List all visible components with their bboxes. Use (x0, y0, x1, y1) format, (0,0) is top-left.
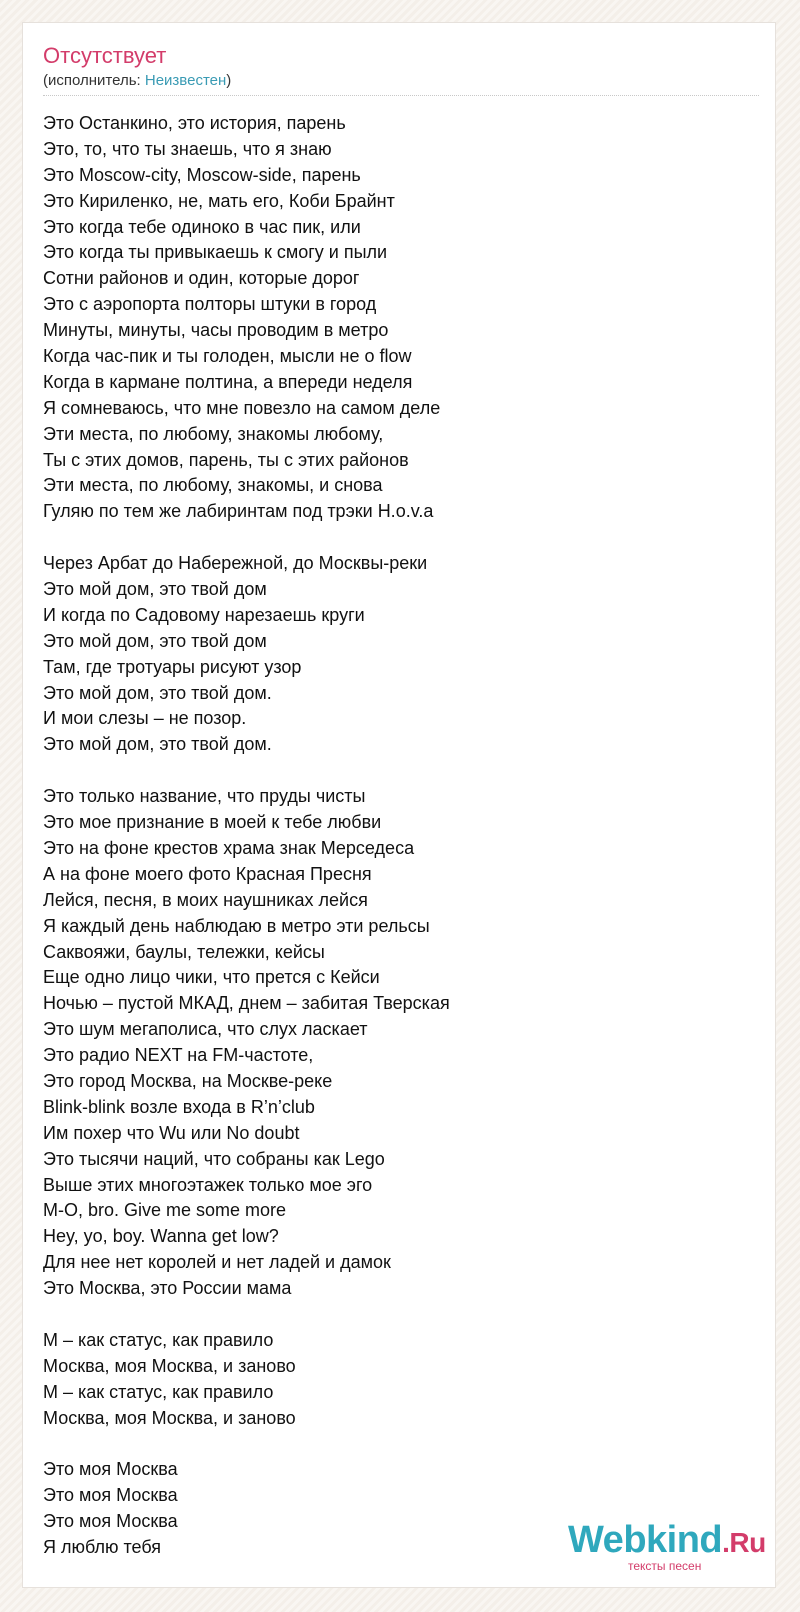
lyric-line: Это Москва, это России мама (43, 1278, 292, 1299)
lyric-line: Для нее нет королей и нет ладей и дамок (43, 1252, 391, 1273)
lyric-line: M-O, bro. Give me some more (43, 1200, 287, 1221)
lyric-line: Это на фоне крестов храма знак Мерседеса (43, 837, 415, 858)
lyric-line: Это мой дом, это твой дом. (43, 734, 272, 755)
lyric-line: Это радио NEXT на FM-частоте, (43, 1045, 314, 1066)
lyric-line: Это когда тебе одиноко в час пик, или (43, 216, 361, 237)
artist-suffix: ) (226, 72, 232, 89)
lyric-line: Это город Москва, на Москве-реке (43, 1070, 333, 1091)
logo-wordmark (568, 1518, 766, 1565)
lyric-line: Эти места, по любому, знакомы любому, (43, 423, 384, 444)
lyric-line: Я люблю тебя (43, 1536, 162, 1557)
lyric-line: Это шум мегаполиса, что слух ласкает (43, 1019, 368, 1040)
artist-link[interactable]: Неизвестен (144, 72, 227, 89)
lyric-line: М – как статус, как правило (43, 1381, 274, 1402)
lyric-line: Еще одно лицо чики, что прется с Кейси (43, 967, 380, 988)
lyric-line: А на фоне моего фото Красная Пресня (43, 863, 372, 884)
lyric-line: Им похер что Wu или No doubt (43, 1122, 300, 1143)
lyric-line: Это мой дом, это твой дом (43, 579, 267, 600)
lyric-line: Когда в кармане полтина, а впереди неделя (43, 371, 413, 392)
lyric-line: И когда по Садовому нарезаешь круги (43, 604, 365, 625)
artist-prefix: (исполнитель: (43, 72, 145, 89)
lyric-line: Это когда ты привыкаешь к смогу и пыли (43, 242, 388, 263)
lyric-line: Минуты, минуты, часы проводим в метро (43, 320, 389, 341)
lyric-line: Это Останкино, это история, парень (43, 113, 346, 133)
webkind-logo[interactable] (568, 1518, 773, 1578)
lyric-line: Лейся, песня, в моих наушниках лейся (43, 889, 368, 910)
lyric-line: Это моя Москва (43, 1459, 178, 1480)
lyric-line: Выше этих многоэтажек только мое эго (43, 1174, 373, 1195)
lyric-line: Это, то, что ты знаешь, что я знаю (43, 138, 332, 159)
lyric-line: Саквояжи, баулы, тележки, кейсы (43, 941, 325, 962)
logo-subtitle: тексты песен (628, 1559, 702, 1573)
lyric-line: Это мой дом, это твой дом (43, 630, 267, 651)
artist-line (43, 72, 231, 90)
lyric-line: Москва, моя Москва, и заново (43, 1407, 296, 1428)
lyric-line: Я каждый день наблюдаю в метро эти рельсы (43, 915, 430, 936)
stanza-break (43, 758, 743, 784)
lyric-line: Это только название, что пруды чисты (43, 786, 366, 807)
lyrics-card (22, 22, 776, 1588)
lyric-line: Гуляю по тем же лабиринтам под трэки H.o.v.a (43, 501, 434, 522)
lyric-line: Эти места, по любому, знакомы, и снова (43, 475, 383, 496)
lyric-line: И мои слезы – не позор. (43, 708, 247, 729)
lyric-line: Ты с этих домов, парень, ты с этих районов (43, 449, 409, 470)
lyric-line: Ночью – пустой МКАД, днем – забитая Тверская (43, 993, 450, 1014)
lyrics-text (43, 111, 743, 1561)
divider (43, 95, 759, 96)
stanza-break (43, 525, 743, 551)
stanza-break (43, 1302, 743, 1328)
lyric-line: Это моя Москва (43, 1511, 178, 1532)
lyric-line: Когда час-пик и ты голоден, мысли не о flow (43, 346, 412, 367)
lyric-line: Я сомневаюсь, что мне повезло на самом деле (43, 397, 441, 418)
lyric-line: Там, где тротуары рисуют узор (43, 656, 302, 677)
lyric-line: Через Арбат до Набережной, до Москвы-реки (43, 553, 428, 574)
song-title: Отсутствует (43, 43, 167, 68)
lyric-line: Сотни районов и один, которые дорог (43, 268, 360, 289)
lyric-line: Это мое признание в моей к тебе любви (43, 812, 382, 833)
lyric-line: Москва, моя Москва, и заново (43, 1355, 296, 1376)
logo-tld: .Ru (722, 1527, 766, 1558)
lyric-line: Это с аэропорта полторы штуки в город (43, 294, 377, 315)
lyric-line: М – как статус, как правило (43, 1329, 274, 1350)
lyric-line: Это Moscow-city, Moscow-side, парень (43, 164, 361, 185)
logo-main-text: Webkind (568, 1519, 723, 1561)
lyric-line: Hey, yo, boy. Wanna get low? (43, 1226, 279, 1247)
lyric-line: Blink-blink возле входа в R’n’club (43, 1096, 315, 1117)
lyric-line: Это моя Москва (43, 1485, 178, 1506)
lyric-line: Это тысячи наций, что собраны как Lego (43, 1148, 385, 1169)
lyric-line: Это мой дом, это твой дом. (43, 682, 272, 703)
lyric-line: Это Кириленко, не, мать его, Коби Брайнт (43, 190, 395, 211)
stanza-break (43, 1431, 743, 1457)
